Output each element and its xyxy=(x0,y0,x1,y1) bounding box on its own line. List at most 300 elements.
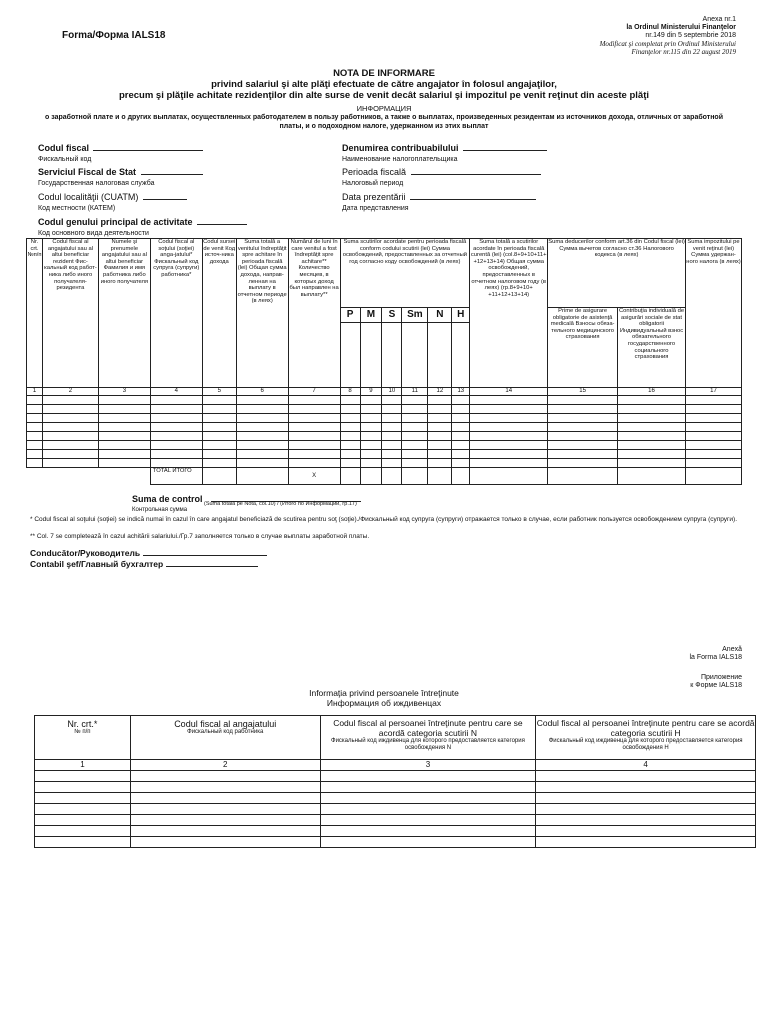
annex-block xyxy=(516,16,736,56)
table-cell[interactable] xyxy=(618,405,686,414)
table-cell[interactable] xyxy=(548,423,618,432)
table-cell[interactable] xyxy=(470,441,548,450)
table-cell[interactable] xyxy=(236,441,288,450)
table-cell[interactable] xyxy=(236,414,288,423)
column-numbers-row xyxy=(27,388,742,396)
table-cell[interactable] xyxy=(288,432,340,441)
total-row xyxy=(27,468,742,485)
total-cell[interactable] xyxy=(548,468,618,485)
dep-header-2-ro: Codul fiscal al angajatului xyxy=(174,719,277,729)
table-cell[interactable] xyxy=(288,414,340,423)
table-cell[interactable] xyxy=(340,423,360,432)
dep-row xyxy=(35,771,756,782)
dep-header-2-ru: Фискальный код работника xyxy=(187,729,264,735)
total-cell[interactable] xyxy=(685,468,741,485)
table-cell[interactable] xyxy=(27,396,43,405)
table-cell[interactable] xyxy=(236,450,288,459)
table-cell[interactable] xyxy=(150,450,202,459)
table-cell[interactable] xyxy=(452,405,470,414)
table-cell[interactable] xyxy=(360,450,382,459)
table-cell[interactable] xyxy=(548,459,618,468)
table-cell[interactable] xyxy=(202,396,236,405)
footnote-1: * Codul fiscal al soţului (soţiei) se indică numai în cazul în care angajatul beneficiază de scutirea pentru soţ (soţie)./Фискальный код супруга (супруги) отражается только в случае, если работник пользуется освобождением супруга (супруги). xyxy=(30,516,738,523)
dep-cell[interactable] xyxy=(35,815,131,826)
title-ru xyxy=(0,104,768,131)
table-cell[interactable] xyxy=(428,396,452,405)
table-cell[interactable] xyxy=(618,432,686,441)
table-cell[interactable] xyxy=(42,414,98,423)
table-cell[interactable] xyxy=(470,414,548,423)
dep-cell[interactable] xyxy=(130,804,320,815)
table-cell[interactable] xyxy=(470,450,548,459)
activity-input[interactable] xyxy=(197,224,247,225)
total-cell[interactable] xyxy=(340,468,360,485)
table-cell[interactable] xyxy=(470,432,548,441)
control-sum xyxy=(132,489,361,514)
dep-cell[interactable] xyxy=(130,782,320,793)
col-num: 16 xyxy=(618,388,686,396)
table-cell[interactable] xyxy=(382,414,402,423)
dep-header-1-ru: № п/п xyxy=(74,729,91,735)
dep-header-3-ru: Фискальный код иждивенца для которого предоставляется категория освобождения N xyxy=(331,738,525,751)
annex2-title-ru: Информация об иждивенцах xyxy=(326,698,442,708)
table-cell[interactable] xyxy=(150,414,202,423)
table-cell[interactable] xyxy=(340,396,360,405)
col-header-17: Suma impozitului pe venit reţinut (lei) Сумма удержан-ного налога (в леях) xyxy=(685,239,741,388)
dep-cell[interactable] xyxy=(536,826,756,837)
table-cell[interactable] xyxy=(150,396,202,405)
table-row xyxy=(27,441,742,450)
accountant-signature-line[interactable] xyxy=(166,566,258,567)
col-header-5: Codul sursei de venit Код источ-ника дохода xyxy=(202,239,236,388)
dep-header-4-ru: Фискальный код иждивенца для которого предоставляется категория освобождения H xyxy=(548,738,743,751)
table-cell[interactable] xyxy=(42,459,98,468)
table-cell[interactable] xyxy=(382,432,402,441)
table-cell[interactable] xyxy=(42,450,98,459)
dep-cell[interactable] xyxy=(130,837,320,848)
table-cell[interactable] xyxy=(452,459,470,468)
table-cell[interactable] xyxy=(27,405,43,414)
director-signature-line[interactable] xyxy=(143,555,267,556)
tax-service-label: Serviciul Fiscal de Stat xyxy=(38,167,137,177)
table-cell[interactable] xyxy=(428,405,452,414)
tax-service-label-ru: Государственная налоговая служба xyxy=(38,180,155,187)
table-cell[interactable] xyxy=(360,423,382,432)
table-cell[interactable] xyxy=(288,423,340,432)
table-cell[interactable] xyxy=(202,405,236,414)
table-cell[interactable] xyxy=(360,441,382,450)
exemption-s: S xyxy=(382,308,402,323)
annex2-title-ro: Informaţia privind persoanele întreţinute xyxy=(309,688,459,698)
dep-col-num: 2 xyxy=(130,760,320,771)
dep-cell[interactable] xyxy=(35,771,131,782)
total-cell[interactable] xyxy=(382,468,402,485)
exemption-sm: Sm xyxy=(402,308,428,323)
col-num: 8 xyxy=(340,388,360,396)
col-header-1: Nr. crt. №п/п xyxy=(27,239,43,388)
dep-header-4-ro: Codul fiscal al persoanei întreţinute pentru care se acordă categoria scutirii H xyxy=(536,718,755,738)
table-cell[interactable] xyxy=(382,396,402,405)
dep-cell[interactable] xyxy=(130,771,320,782)
table-cell[interactable] xyxy=(685,396,741,405)
table-cell[interactable] xyxy=(452,432,470,441)
field-date xyxy=(342,187,536,213)
field-taxpayer xyxy=(342,138,547,164)
table-row xyxy=(27,459,742,468)
title-ro-2: privind salariul şi alte plăţi efectuate de către angajator în folosul angajaţilor, xyxy=(211,79,557,90)
exemption-n: N xyxy=(428,308,452,323)
table-cell[interactable] xyxy=(685,450,741,459)
table-cell[interactable] xyxy=(288,405,340,414)
col-header-14: Suma totală a scutirilor acordate în perioada fiscală curentă (lei) (col.8+9+10+11+ +12+13+14) Общая сумма освобождений, предоставленных в отчетном налоговом году (в леях) (гр.8+9+10+ +11+12+13+14) xyxy=(470,239,548,388)
annex2-anexa: Anexă xyxy=(722,646,742,653)
table-cell[interactable] xyxy=(470,423,548,432)
dep-cell[interactable] xyxy=(130,815,320,826)
taxpayer-label: Denumirea contribuabilului xyxy=(342,143,459,153)
dep-cell[interactable] xyxy=(536,771,756,782)
table-cell[interactable] xyxy=(42,423,98,432)
col-header-4: Codul fiscal al soţului (soţiei) anga-jatului* Фискальный код супруга (супруги) работника* xyxy=(150,239,202,388)
total-cell[interactable] xyxy=(236,468,288,485)
table-cell[interactable] xyxy=(98,450,150,459)
col-num: 9 xyxy=(360,388,382,396)
dep-cell[interactable] xyxy=(35,782,131,793)
dep-cell[interactable] xyxy=(536,837,756,848)
table-cell[interactable] xyxy=(27,423,43,432)
table-cell[interactable] xyxy=(340,450,360,459)
date-label-ru: Дата представления xyxy=(342,205,409,212)
title-ru-3: платы, и о подоходном налоге, удержанном из этих выплат xyxy=(279,123,489,130)
col-num: 10 xyxy=(382,388,402,396)
taxpayer-label-ru: Наименование налогоплательщика xyxy=(342,156,458,163)
field-locality xyxy=(38,187,187,213)
table-cell[interactable] xyxy=(685,405,741,414)
table-cell[interactable] xyxy=(340,414,360,423)
table-cell[interactable] xyxy=(428,423,452,432)
table-cell[interactable] xyxy=(27,450,43,459)
annex2-la-forma: la Forma IALS18 xyxy=(689,654,742,661)
table-cell[interactable] xyxy=(98,459,150,468)
table-cell[interactable] xyxy=(236,432,288,441)
field-activity xyxy=(38,212,247,238)
table-cell[interactable] xyxy=(202,423,236,432)
dep-row xyxy=(35,804,756,815)
signature-accountant xyxy=(30,559,258,569)
table-cell[interactable] xyxy=(42,396,98,405)
annex-order-no: nr.149 din 5 septembrie 2018 xyxy=(645,32,736,39)
table-row xyxy=(27,396,742,405)
dep-header-3 xyxy=(320,716,536,760)
table-cell[interactable] xyxy=(236,459,288,468)
period-label-ru: Налоговый период xyxy=(342,180,404,187)
total-cell[interactable] xyxy=(202,468,236,485)
table-cell[interactable] xyxy=(27,459,43,468)
title-ru-1: ИНФОРМАЦИЯ xyxy=(356,104,412,113)
col-num: 13 xyxy=(452,388,470,396)
table-cell[interactable] xyxy=(202,432,236,441)
dep-col-num: 1 xyxy=(35,760,131,771)
table-cell[interactable] xyxy=(202,450,236,459)
dep-header-1-ro: Nr. crt.* xyxy=(67,719,98,729)
locality-label: Codul localităţii (CUATM) xyxy=(38,192,139,202)
dep-header-2 xyxy=(130,716,320,760)
table-cell[interactable] xyxy=(402,396,428,405)
title-ro-1: NOTA DE INFORMARE xyxy=(333,68,435,79)
title-ro xyxy=(0,68,768,101)
dep-header-4 xyxy=(536,716,756,760)
col-num: 2 xyxy=(42,388,98,396)
field-period xyxy=(342,162,541,188)
date-label: Data prezentării xyxy=(342,192,406,202)
table-cell[interactable] xyxy=(382,441,402,450)
col-num: 5 xyxy=(202,388,236,396)
field-fiscal-code xyxy=(38,138,203,164)
title-ro-3: precum şi plăţile achitate rezidenţilor din alte surse de venit decât salariul şi impozitul pe venit reţinut din aceste plăţi xyxy=(118,90,650,101)
table-cell[interactable] xyxy=(27,432,43,441)
director-label: Conducător/Руководитель xyxy=(30,548,141,558)
control-sum-label-ru: Контрольная сумма xyxy=(132,507,188,513)
dep-row xyxy=(35,837,756,848)
locality-input[interactable] xyxy=(143,199,187,200)
table-cell[interactable] xyxy=(618,423,686,432)
col-num: 17 xyxy=(685,388,741,396)
table-cell[interactable] xyxy=(42,405,98,414)
table-cell[interactable] xyxy=(548,450,618,459)
table-cell[interactable] xyxy=(685,459,741,468)
table-cell[interactable] xyxy=(27,414,43,423)
tax-service-input[interactable] xyxy=(141,174,203,175)
dep-row xyxy=(35,815,756,826)
col-header-8-13: Suma scutirilor acordate pentru perioada fiscală conform codului scutirii (lei) Сумма освобождений, предоставленных за отчетный год согласно коду освобождений (в леях) xyxy=(340,239,470,308)
table-cell[interactable] xyxy=(360,459,382,468)
exemption-h: H xyxy=(452,308,470,323)
table-cell[interactable] xyxy=(618,414,686,423)
table-cell[interactable] xyxy=(42,432,98,441)
total-x: X xyxy=(288,468,340,485)
accountant-label: Contabil şef/Главный бухгалтер xyxy=(30,559,164,569)
dep-cell[interactable] xyxy=(35,804,131,815)
dep-cell[interactable] xyxy=(320,815,536,826)
total-cell[interactable] xyxy=(402,468,428,485)
table-cell[interactable] xyxy=(548,441,618,450)
dep-row xyxy=(35,793,756,804)
table-cell[interactable] xyxy=(288,441,340,450)
form-label: Forma/Форма IALS18 xyxy=(62,30,166,41)
table-cell[interactable] xyxy=(402,432,428,441)
annex-modified: Modificat şi completat prin Ordinul Ministerului xyxy=(599,40,736,48)
table-cell[interactable] xyxy=(202,459,236,468)
table-cell[interactable] xyxy=(98,432,150,441)
fiscal-code-input[interactable] xyxy=(93,150,203,151)
table-cell[interactable] xyxy=(236,423,288,432)
table-cell[interactable] xyxy=(402,414,428,423)
dep-cell[interactable] xyxy=(35,837,131,848)
footnote-2: ** Col. 7 se completează în cazul achitării salariului./Гр.7 заполняется только в случае выплаты заработной платы. xyxy=(30,533,370,540)
table-cell[interactable] xyxy=(98,405,150,414)
table-cell[interactable] xyxy=(288,396,340,405)
signature-director xyxy=(30,548,267,558)
table-cell[interactable] xyxy=(236,396,288,405)
data-rows xyxy=(27,396,742,468)
total-cell[interactable] xyxy=(470,468,548,485)
dep-cell[interactable] xyxy=(320,826,536,837)
table-cell[interactable] xyxy=(360,414,382,423)
col-header-6: Suma totală a venitului îndreptăţit spre achitare în perioada fiscală (lei) Общая сумма дохода, направ-ленная на выплату в отчетном периоде (в леях) xyxy=(236,239,288,388)
table-row xyxy=(27,414,742,423)
dep-header-1 xyxy=(35,716,131,760)
title-ru-2: о заработной плате и о других выплатах, осуществленных работодателем в пользу работников, а также о выплатах, произведенных резидентам из источников дохода, отличных от заработной xyxy=(44,114,723,121)
dep-cell[interactable] xyxy=(320,782,536,793)
table-cell[interactable] xyxy=(360,396,382,405)
dep-cell[interactable] xyxy=(536,815,756,826)
table-cell[interactable] xyxy=(685,432,741,441)
date-input[interactable] xyxy=(410,199,536,200)
table-cell[interactable] xyxy=(685,441,741,450)
dep-cell[interactable] xyxy=(320,837,536,848)
table-cell[interactable] xyxy=(618,459,686,468)
dependents-table xyxy=(34,715,756,848)
col-header-2: Codul fiscal al angajatului sau al altui beneficiar rezident Фис-кальный код работ-ника либо иного получателя-резидента xyxy=(42,239,98,388)
taxpayer-input[interactable] xyxy=(463,150,547,151)
table-cell[interactable] xyxy=(340,432,360,441)
table-row xyxy=(27,450,742,459)
table-cell[interactable] xyxy=(548,405,618,414)
table-cell[interactable] xyxy=(360,405,382,414)
field-tax-service xyxy=(38,162,203,188)
table-cell[interactable] xyxy=(340,441,360,450)
table-cell[interactable] xyxy=(685,414,741,423)
table-cell[interactable] xyxy=(150,459,202,468)
table-cell[interactable] xyxy=(685,423,741,432)
dep-col-num: 4 xyxy=(536,760,756,771)
dep-cell[interactable] xyxy=(320,804,536,815)
table-cell[interactable] xyxy=(202,441,236,450)
table-cell[interactable] xyxy=(402,450,428,459)
table-cell[interactable] xyxy=(428,459,452,468)
table-cell[interactable] xyxy=(98,423,150,432)
table-cell[interactable] xyxy=(470,396,548,405)
annex-order: la Ordinul Ministerului Finanţelor xyxy=(626,24,736,31)
table-cell[interactable] xyxy=(27,441,43,450)
table-cell[interactable] xyxy=(452,396,470,405)
table-cell[interactable] xyxy=(340,459,360,468)
col-header-15-16: Suma deducerilor conform art.36 din Codul fiscal (lei) Сумма вычетов согласно ст.36 Налогового кодекса (в леях) xyxy=(548,239,686,308)
dep-cell[interactable] xyxy=(320,771,536,782)
dep-cell[interactable] xyxy=(536,793,756,804)
table-cell[interactable] xyxy=(236,405,288,414)
dep-cell[interactable] xyxy=(536,782,756,793)
table-cell[interactable] xyxy=(340,405,360,414)
table-cell[interactable] xyxy=(428,450,452,459)
dep-cell[interactable] xyxy=(35,826,131,837)
exemption-p: P xyxy=(340,308,360,323)
table-cell[interactable] xyxy=(548,396,618,405)
table-cell[interactable] xyxy=(452,450,470,459)
dep-cell[interactable] xyxy=(536,804,756,815)
period-input[interactable] xyxy=(411,174,541,175)
table-cell[interactable] xyxy=(288,450,340,459)
annex2-prilojenie: Приложение xyxy=(700,674,742,681)
dep-row xyxy=(35,782,756,793)
table-cell[interactable] xyxy=(548,414,618,423)
table-cell[interactable] xyxy=(150,405,202,414)
dep-rows xyxy=(35,771,756,848)
table-cell[interactable] xyxy=(428,414,452,423)
col-num: 15 xyxy=(548,388,618,396)
table-cell[interactable] xyxy=(618,396,686,405)
table-cell[interactable] xyxy=(402,405,428,414)
exemption-m: M xyxy=(360,308,382,323)
table-cell[interactable] xyxy=(428,432,452,441)
table-cell[interactable] xyxy=(402,423,428,432)
dep-col-num: 3 xyxy=(320,760,536,771)
dep-cell[interactable] xyxy=(130,793,320,804)
table-cell[interactable] xyxy=(360,432,382,441)
total-cell[interactable] xyxy=(428,468,452,485)
annex2-k-forme: к Форме IALS18 xyxy=(690,682,742,689)
table-cell[interactable] xyxy=(402,441,428,450)
table-cell[interactable] xyxy=(150,423,202,432)
annex-number: Anexa nr.1 xyxy=(702,16,736,23)
table-cell[interactable] xyxy=(428,441,452,450)
table-cell[interactable] xyxy=(382,405,402,414)
locality-label-ru: Код местности (КАТЕМ) xyxy=(38,205,116,212)
col-num: 12 xyxy=(428,388,452,396)
table-cell[interactable] xyxy=(452,423,470,432)
table-cell[interactable] xyxy=(150,432,202,441)
table-cell[interactable] xyxy=(452,441,470,450)
control-sum-note: (Suma totală pe Nota, col.10) / (Итого по Информации, гр.17) xyxy=(204,501,357,507)
table-cell[interactable] xyxy=(42,441,98,450)
table-cell[interactable] xyxy=(618,441,686,450)
table-row xyxy=(27,405,742,414)
total-cell[interactable] xyxy=(618,468,686,485)
table-cell[interactable] xyxy=(98,414,150,423)
table-cell[interactable] xyxy=(150,441,202,450)
fiscal-code-label: Codul fiscal xyxy=(38,143,90,153)
col-num: 11 xyxy=(402,388,428,396)
col-num: 3 xyxy=(98,388,150,396)
table-cell[interactable] xyxy=(98,441,150,450)
col-num: 14 xyxy=(470,388,548,396)
period-label: Perioada fiscală xyxy=(342,167,407,177)
table-cell[interactable] xyxy=(382,450,402,459)
table-cell[interactable] xyxy=(618,450,686,459)
table-row xyxy=(27,432,742,441)
table-cell[interactable] xyxy=(202,414,236,423)
table-cell[interactable] xyxy=(288,459,340,468)
dep-cell[interactable] xyxy=(35,793,131,804)
table-cell[interactable] xyxy=(470,405,548,414)
table-cell[interactable] xyxy=(382,459,402,468)
table-cell[interactable] xyxy=(402,459,428,468)
col-header-3: Numele şi prenumele angajatului sau al altui beneficiar Фамилия и имя работника либо иного получателя xyxy=(98,239,150,388)
total-label: TOTAL ИТОГО xyxy=(150,468,202,485)
table-cell[interactable] xyxy=(98,396,150,405)
total-cell[interactable] xyxy=(360,468,382,485)
col-header-15: Prime de asigurare obligatorie de asistenţă medicală Взносы обяза-тельного медицинского страхования xyxy=(548,308,618,388)
col-num: 6 xyxy=(236,388,288,396)
dep-cell[interactable] xyxy=(130,826,320,837)
dep-cell[interactable] xyxy=(320,793,536,804)
table-cell[interactable] xyxy=(452,414,470,423)
table-cell[interactable] xyxy=(382,423,402,432)
annex2-title xyxy=(0,688,768,708)
dep-row xyxy=(35,826,756,837)
total-cell[interactable] xyxy=(452,468,470,485)
table-cell[interactable] xyxy=(548,432,618,441)
table-cell[interactable] xyxy=(470,459,548,468)
